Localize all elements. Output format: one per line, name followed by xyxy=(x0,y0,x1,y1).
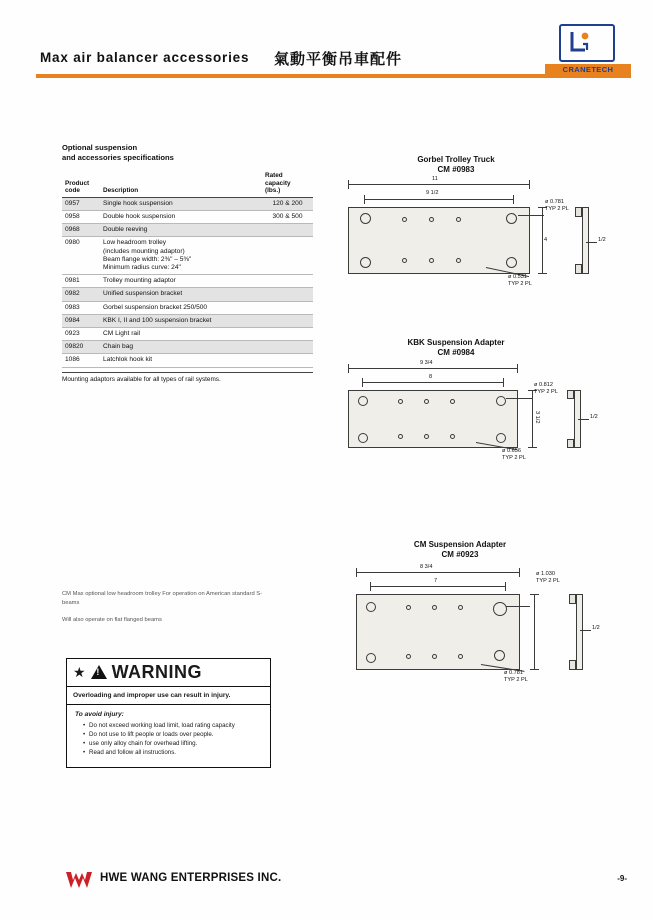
cell-product-code: 0984 xyxy=(62,314,100,327)
description-line: Gorbel suspension bracket 250/500 xyxy=(103,303,208,311)
plate-hole-small xyxy=(432,605,437,610)
callout-bottom-note: TYP 2 PL xyxy=(508,281,532,287)
plate-front-view xyxy=(348,207,530,274)
plate-hole-small xyxy=(432,654,437,659)
dim-overall-line xyxy=(356,572,520,573)
warning-list-item: • Do not use to lift people or loads over people. xyxy=(84,730,262,739)
callout-bottom-dia: ø 0.656 xyxy=(502,448,521,454)
plate-side-flange-bottom xyxy=(575,264,582,274)
cell-product-code: 0957 xyxy=(62,197,100,210)
plate-hole xyxy=(496,433,506,443)
cell-rated-capacity xyxy=(262,354,313,367)
table-row xyxy=(62,328,313,341)
cell-description xyxy=(100,341,262,354)
drawing-2-title: KBK Suspension Adapter CM #0984 xyxy=(407,338,505,357)
description-line: Unified suspension bracket xyxy=(103,290,183,298)
callout-bottom-dia: ø 0.531 xyxy=(508,274,527,280)
cell-rated-capacity xyxy=(262,341,313,354)
plate-hole-small xyxy=(406,654,411,659)
spec-title-line1: Optional suspension xyxy=(62,143,138,152)
cell-description xyxy=(100,237,262,275)
plate-side-view xyxy=(576,594,583,670)
dim-overall-tick-right xyxy=(529,180,530,189)
plate-hole-small xyxy=(458,605,463,610)
dim-thickness-text: 1/2 xyxy=(590,414,598,420)
warning-triangle-icon xyxy=(91,665,107,679)
plate-front-view xyxy=(348,390,518,448)
description-line: Trolley mounting adaptor xyxy=(103,277,176,285)
warning-subtitle: Overloading and improper use can result in injury. xyxy=(67,687,270,705)
column-header-description: Description xyxy=(100,171,262,197)
description-line: Latchlok hook kit xyxy=(103,356,153,364)
header-divider xyxy=(36,74,631,78)
dim-overall-tick-right xyxy=(517,364,518,373)
description-line: (includes mounting adaptor) xyxy=(103,247,185,255)
cell-product-code: 09820 xyxy=(62,341,100,354)
plate-hole xyxy=(366,653,376,663)
plate-hole xyxy=(360,213,371,224)
cell-rated-capacity xyxy=(262,237,313,275)
plate-hole-small xyxy=(456,217,461,222)
dim-inner-tick-right xyxy=(505,582,506,591)
logo-wordmark: CRANETECH xyxy=(562,64,614,74)
cell-rated-capacity: 120 & 200 xyxy=(262,197,313,210)
column-header-capacity: Rated capacity (lbs.) xyxy=(262,171,313,197)
plate-hole xyxy=(366,602,376,612)
callout-top-note: TYP 2 PL xyxy=(536,578,560,584)
crane-hook-icon xyxy=(569,30,591,54)
page-title-chinese: 氣動平衡吊車配件 xyxy=(274,50,403,68)
spec-title-line2: and accessories specifications xyxy=(62,152,174,162)
warning-box xyxy=(66,658,271,768)
dim-height-tick-top xyxy=(530,594,539,595)
dim-height-text: 4 xyxy=(544,237,548,243)
dim-inner-line xyxy=(370,586,506,587)
plate-hole-small xyxy=(429,258,434,263)
drawing-1-title: Gorbel Trolley Truck CM #0983 xyxy=(417,155,495,174)
warning-list-item: • use only alloy chain for overhead lifting. xyxy=(84,739,262,748)
plate-hole-small xyxy=(424,399,429,404)
plate-side-flange-top xyxy=(567,390,574,399)
dim-thickness-line xyxy=(578,419,589,420)
leader-line-top xyxy=(506,606,530,607)
plate-hole-small xyxy=(398,399,403,404)
plate-hole xyxy=(358,433,368,443)
callout-top-note: TYP 2 PL xyxy=(545,206,569,212)
dim-overall-text: 8 3/4 xyxy=(420,564,433,570)
page-title: Max air balancer accessories xyxy=(40,50,250,65)
cell-description xyxy=(100,314,262,327)
cell-product-code: 1086 xyxy=(62,354,100,367)
dim-inner-text: 9 1/2 xyxy=(426,190,439,196)
dim-overall-line xyxy=(348,184,530,185)
dim-inner-tick-left xyxy=(370,582,371,591)
table-row xyxy=(62,354,313,367)
plate-hole xyxy=(358,396,368,406)
cell-product-code: 0923 xyxy=(62,328,100,341)
leader-line-top xyxy=(518,215,544,216)
cell-description xyxy=(100,275,262,288)
plate-hole-small xyxy=(402,217,407,222)
description-line: KBK I, II and 100 suspension bracket xyxy=(103,316,212,324)
cell-product-code: 0983 xyxy=(62,301,100,314)
plate-hole xyxy=(506,257,517,268)
dim-overall-text: 11 xyxy=(432,176,438,182)
spec-title xyxy=(62,143,313,162)
cell-rated-capacity: 300 & 500 xyxy=(262,210,313,223)
dim-height-line xyxy=(534,594,535,670)
page-header xyxy=(0,0,653,92)
callout-top-dia: ø 1.030 xyxy=(536,571,555,577)
plate-hole-small xyxy=(402,258,407,263)
plate-hole-small xyxy=(424,434,429,439)
plate-hole xyxy=(494,650,505,661)
callout-bottom-note: TYP 2 PL xyxy=(504,677,528,683)
trolley-notes xyxy=(62,590,272,633)
warning-list-item: • Do not exceed working load limit, load rating capacity xyxy=(84,721,262,730)
specifications-table xyxy=(62,171,313,368)
drawing-gorbel-trolley-truck xyxy=(336,155,636,295)
plate-hole-small xyxy=(398,434,403,439)
spec-footnote: Mounting adaptors available for all types of rail systems. xyxy=(62,372,313,383)
cell-rated-capacity xyxy=(262,301,313,314)
cell-product-code: 0982 xyxy=(62,288,100,301)
cell-rated-capacity xyxy=(262,288,313,301)
dim-thickness-text: 1/2 xyxy=(592,625,600,631)
trolley-note-2: Will also operate on flat flanged beams xyxy=(62,617,162,623)
warning-list-item: • Read and follow all instructions. xyxy=(84,748,262,757)
dim-thickness-line xyxy=(580,630,591,631)
plate-hole-large xyxy=(493,602,507,616)
dim-height-text: 3 1/2 xyxy=(534,411,540,424)
cell-description xyxy=(100,354,262,367)
dim-inner-text: 8 xyxy=(429,374,433,380)
description-line: Beam flange width: 2⅜" – 5⅜" xyxy=(103,255,192,263)
hwe-wang-logo-icon xyxy=(64,869,94,891)
cell-description xyxy=(100,328,262,341)
plate-hole-small xyxy=(406,605,411,610)
plate-hole xyxy=(506,213,517,224)
table-row xyxy=(62,197,313,210)
dim-overall-line xyxy=(348,368,518,369)
plate-hole-small xyxy=(456,258,461,263)
table-row xyxy=(62,237,313,275)
table-row xyxy=(62,275,313,288)
dim-height-line xyxy=(542,207,543,274)
dim-inner-tick-right xyxy=(513,195,514,204)
cell-product-code: 0980 xyxy=(62,237,100,275)
description-line: Low headroom trolley xyxy=(103,239,167,247)
specifications-block xyxy=(62,143,313,383)
cell-rated-capacity xyxy=(262,328,313,341)
description-line: Double hook suspension xyxy=(103,212,176,220)
drawing-cm-suspension-adapter xyxy=(336,540,636,683)
dim-height-tick-bottom xyxy=(538,273,547,274)
dim-overall-tick-left xyxy=(356,568,357,577)
cell-description xyxy=(100,197,262,210)
table-row xyxy=(62,301,313,314)
plate-side-flange-bottom xyxy=(569,660,576,670)
description-line: Double reeving xyxy=(103,226,148,234)
warning-body xyxy=(67,705,270,767)
plate-side-flange-bottom xyxy=(567,439,574,448)
description-line: Single hook suspension xyxy=(103,199,173,207)
plate-hole-small xyxy=(450,434,455,439)
table-row xyxy=(62,224,313,237)
callout-top-dia: ø 0.781 xyxy=(545,199,564,205)
dim-height-tick-bottom xyxy=(528,447,537,448)
leader-line-top xyxy=(506,398,532,399)
cell-description xyxy=(100,210,262,223)
dim-overall-text: 9 3/4 xyxy=(420,360,433,366)
warning-lead: To avoid injury: xyxy=(75,711,124,718)
dim-inner-tick-left xyxy=(362,378,363,387)
table-row xyxy=(62,341,313,354)
callout-top-dia: ø 0.812 xyxy=(534,382,553,388)
dim-overall-tick-right xyxy=(519,568,520,577)
dim-inner-tick-right xyxy=(503,378,504,387)
dim-thickness-line xyxy=(586,242,597,243)
table-row xyxy=(62,210,313,223)
cell-product-code: 0981 xyxy=(62,275,100,288)
cell-rated-capacity xyxy=(262,275,313,288)
cell-product-code: 0968 xyxy=(62,224,100,237)
drawing-kbk-suspension-adapter xyxy=(336,338,636,468)
callout-bottom-note: TYP 2 PL xyxy=(502,455,526,461)
dim-overall-tick-left xyxy=(348,180,349,189)
plate-hole xyxy=(496,396,506,406)
dim-height-tick-bottom xyxy=(530,669,539,670)
star-icon: ★ xyxy=(73,664,86,680)
description-line: Chain bag xyxy=(103,343,134,351)
description-line: Minimum radius curve: 24" xyxy=(103,264,181,271)
cell-product-code: 0958 xyxy=(62,210,100,223)
cell-description xyxy=(100,288,262,301)
cell-rated-capacity xyxy=(262,224,313,237)
dim-thickness-text: 1/2 xyxy=(598,237,606,243)
plate-side-flange-top xyxy=(569,594,576,604)
table-header-row xyxy=(62,171,313,197)
plate-side-flange-top xyxy=(575,207,582,217)
dim-overall-tick-left xyxy=(348,364,349,373)
callout-top-note: TYP 2 PL xyxy=(534,389,558,395)
page-number: -9- xyxy=(617,874,627,883)
dim-inner-tick-left xyxy=(364,195,365,204)
plate-hole-small xyxy=(429,217,434,222)
callout-bottom-dia: ø 0.781 xyxy=(504,670,523,676)
plate-side-view xyxy=(582,207,589,274)
dim-inner-text: 7 xyxy=(434,578,438,584)
footer-company-name: HWE WANG ENTERPRISES INC. xyxy=(100,872,282,884)
table-row xyxy=(62,314,313,327)
description-line: CM Light rail xyxy=(103,330,141,338)
drawing-3-title: CM Suspension Adapter CM #0923 xyxy=(413,540,507,559)
cell-description xyxy=(100,224,262,237)
cell-description xyxy=(100,301,262,314)
table-row xyxy=(62,288,313,301)
warning-header xyxy=(67,659,270,687)
dim-inner-line xyxy=(362,382,504,383)
plate-hole-small xyxy=(458,654,463,659)
cell-rated-capacity xyxy=(262,314,313,327)
plate-hole-small xyxy=(450,399,455,404)
dim-inner-line xyxy=(364,199,514,200)
trolley-note-1: CM Max optional low headroom trolley For operation on American standard S-beams xyxy=(62,591,263,606)
warning-list xyxy=(75,721,262,757)
plate-hole xyxy=(360,257,371,268)
dim-height-line xyxy=(532,390,533,448)
warning-label: WARNING xyxy=(111,662,203,682)
column-header-code: Product code xyxy=(62,171,100,197)
cranetech-logo xyxy=(545,24,631,76)
